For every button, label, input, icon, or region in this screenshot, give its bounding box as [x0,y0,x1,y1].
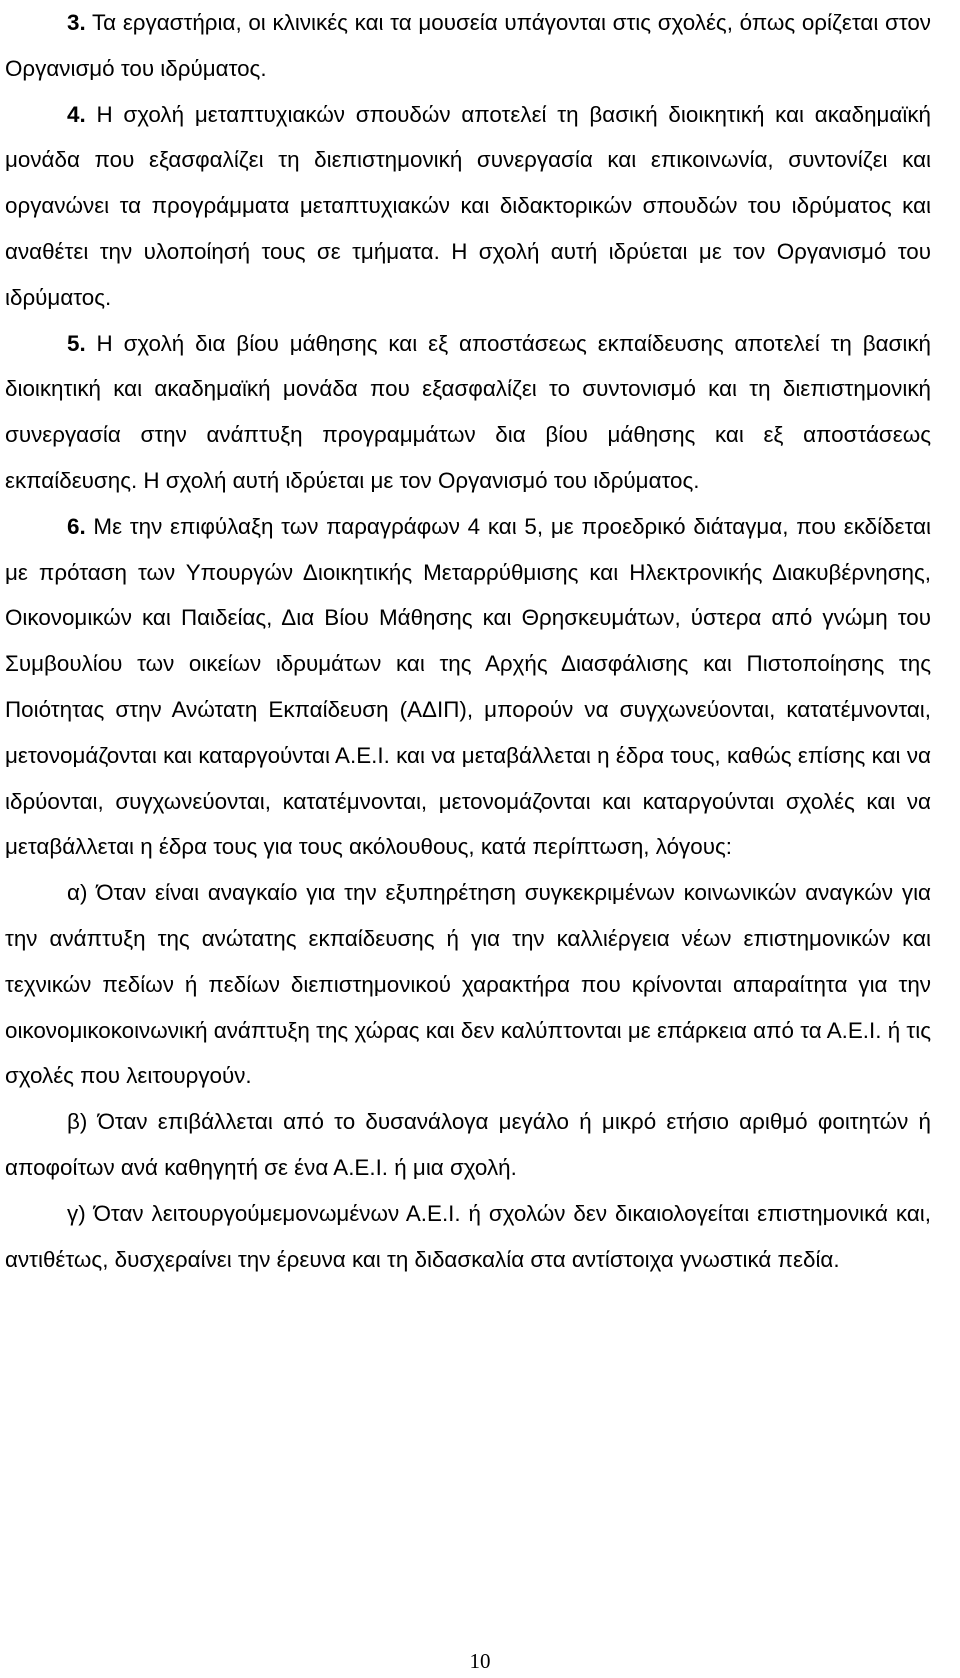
paragraph-number: 6. [67,513,86,539]
list-item-c: γ) Όταν λειτουργούμεμονωμένων Α.Ε.Ι. ή σχολών δεν δικαιολογείται επιστημονικά και, αντιθέτως, δυσχεραίνει την έρευνα και τη διδασκαλία στα αντίστοιχα γνωστικά πεδία. [5,1200,931,1272]
paragraph-6 [5,504,931,870]
paragraph-4 [5,92,931,321]
paragraph-text: Με την επιφύλαξη των παραγράφων 4 και 5, με προεδρικό διάταγμα, που εκδίδεται με πρόταση των Υπουργών Διοικητικής Μεταρρύθμισης και Ηλεκτρονικής Διακυβέρνησης, Οικονομικών και Παιδείας, Δια Βίου Μάθησης και Θρησκευμάτων, ύστερα από γνώμη του Συμβουλίου των οικείων ιδρυμάτων και της Αρχής Διασφάλισης και Πιστοποίησης της Ποιότητας στην Ανώτατη Εκπαίδευση (ΑΔΙΠ), μπορούν να συγχωνεύονται, κατατέμνονται, μετονομάζονται και καταργούνται Α.Ε.Ι. και να μεταβάλλεται η έδρα τους, καθώς επίσης και να ιδρύονται, συγχωνεύονται, κατατέμνονται, μετονομάζονται και καταργούνται σχολές και να μεταβάλλεται η έδρα τους για τους ακόλουθους, κατά περίπτωση, λόγους: [5,513,931,860]
paragraph-5 [5,321,931,504]
page-number: 10 [469,1649,491,1673]
list-item-b: β) Όταν επιβάλλεται από το δυσανάλογα μεγάλο ή μικρό ετήσιο αριθμό φοιτητών ή αποφοίτων ανά καθηγητή σε ένα Α.Ε.Ι. ή μια σχολή. [5,1109,931,1180]
paragraph-number: 4. [67,101,86,127]
list-item-a: α) Όταν είναι αναγκαίο για την εξυπηρέτηση συγκεκριμένων κοινωνικών αναγκών για την ανάπτυξη της ανώτατης εκπαίδευσης ή για την καλλιέργεια νέων επιστημονικών και τεχνικών πεδίων ή πεδίων διεπιστημονικού χαρακτήρα που κρίνονται απαραίτητα για την οικονομικοκοινωνική ανάπτυξη της χώρας και δεν καλύπτονται με επάρκεια από τα Α.Ε.Ι. ή τις σχολές που λειτουργούν. [5,880,931,1089]
paragraph-3 [5,0,931,92]
document-page [5,0,931,1282]
paragraph-text: Η σχολή μεταπτυχιακών σπουδών αποτελεί τη βασική διοικητική και ακαδημαϊκή μονάδα που εξασφαλίζει τη διεπιστημονική συνεργασία και επικοινωνία, συντονίζει και οργανώνει τα προγράμματα μεταπτυχιακών και διδακτορικών σπουδών του ιδρύματος και αναθέτει την υλοποίησή τους σε τμήματα. Η σχολή αυτή ιδρύεται με τον Οργανισμό του ιδρύματος. [5,101,931,310]
paragraph-text: Η σχολή δια βίου μάθησης και εξ αποστάσεως εκπαίδευσης αποτελεί τη βασική διοικητική και ακαδημαϊκή μονάδα που εξασφαλίζει το συντονισμό και τη διεπιστημονική συνεργασία στην ανάπτυξη προγραμμάτων δια βίου μάθησης και εξ αποστάσεως εκπαίδευσης. Η σχολή αυτή ιδρύεται με τον Οργανισμό του ιδρύματος. [5,330,931,493]
paragraph-text: Τα εργαστήρια, οι κλινικές και τα μουσεία υπάγονται στις σχολές, όπως ορίζεται στον Οργανισμό του ιδρύματος. [5,10,931,81]
paragraph-number: 5. [67,330,86,356]
paragraph-number: 3. [67,10,86,35]
